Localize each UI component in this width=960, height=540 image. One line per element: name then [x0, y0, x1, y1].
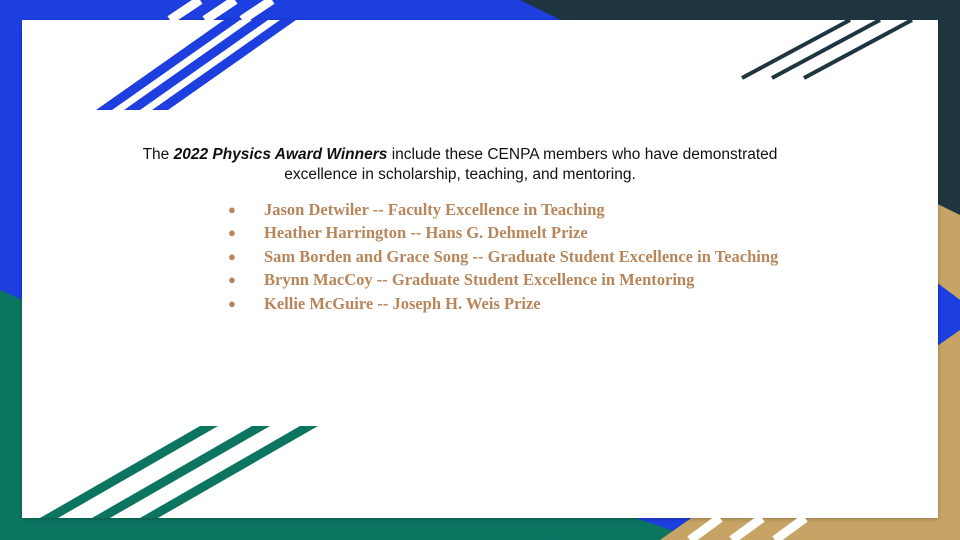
list-item [228, 198, 778, 222]
intro-emphasis: 2022 Physics Award Winners [173, 146, 388, 163]
award-text: Brynn MacCoy -- Graduate Student Excellence in Mentoring [264, 270, 695, 290]
intro-prefix: The [142, 146, 174, 163]
intro-line-1 [110, 145, 810, 165]
award-text: Jason Detwiler -- Faculty Excellence in Teaching [264, 199, 605, 219]
bullet-icon: ● [228, 201, 236, 217]
awards-list [228, 198, 778, 316]
intro-line-2: excellence in scholarship, teaching, and mentoring. [284, 166, 636, 183]
award-text: Heather Harrington -- Hans G. Dehmelt Prize [264, 223, 588, 243]
bullet-icon: ● [228, 225, 236, 241]
intro-paragraph [110, 145, 810, 185]
list-item [228, 269, 778, 293]
bullet-icon: ● [228, 295, 236, 311]
intro-line-1-rest: include these CENPA members who have demonstrated [387, 146, 778, 163]
bullet-icon: ● [228, 248, 236, 264]
award-text: Kellie McGuire -- Joseph H. Weis Prize [264, 293, 541, 313]
award-text: Sam Borden and Grace Song -- Graduate Student Excellence in Teaching [264, 246, 779, 266]
list-item [228, 292, 778, 316]
list-item [228, 245, 778, 269]
list-item [228, 222, 778, 246]
bullet-icon: ● [228, 272, 236, 288]
